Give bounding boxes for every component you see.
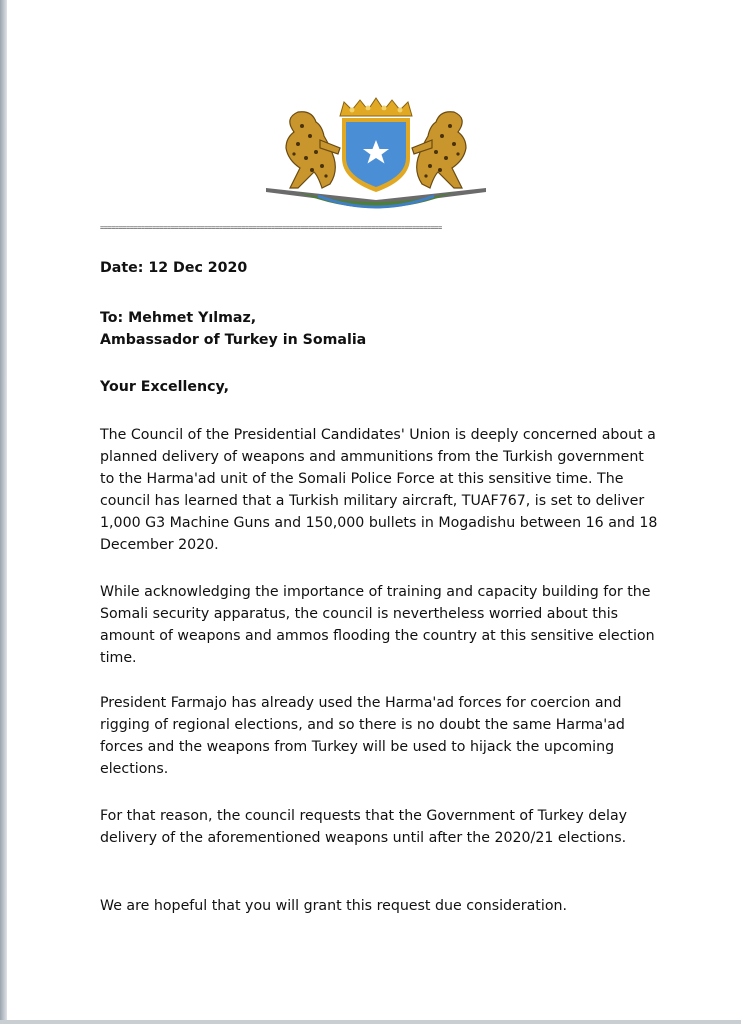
closing-paragraph: We are hopeful that you will grant this request due consideration. <box>100 898 567 914</box>
scan-edge-bottom <box>0 1020 741 1024</box>
letter-date: Date: 12 Dec 2020 <box>100 260 248 276</box>
body-paragraph: President Farmajo has already used the Harma'ad forces for coercion and rigging of regional elections, and so there is no doubt the same Harma'ad forces and the weapons from Turkey will be used to hijack the upcoming elections. <box>100 695 625 777</box>
body-paragraph: For that reason, the council requests that the Government of Turkey delay delivery of the aforementioned weapons until after the 2020/21 elections. <box>100 808 628 846</box>
recipient-name: To: Mehmet Yılmaz, <box>100 310 257 326</box>
recipient-title: Ambassador of Turkey in Somalia <box>100 332 367 348</box>
double-line-divider: ============================================================================================ <box>100 224 442 232</box>
salutation: Your Excellency, <box>100 379 230 395</box>
scan-edge-left <box>0 0 7 1024</box>
somalia-coat-of-arms-icon <box>258 96 494 220</box>
body-paragraph: The Council of the Presidential Candidates' Union is deeply concerned about a planned delivery of weapons and ammunitions from the Turkish government to the Harma'ad unit of the Somali Police Force at this sensitive time. The council has learned that a Turkish military aircraft, TUAF767, is set to deliver 1,000 G3 Machine Guns and 150,000 bullets in Mogadishu between 16 and 18 December 2020. <box>100 427 658 553</box>
body-paragraph: While acknowledging the importance of training and capacity building for the Somali security apparatus, the council is nevertheless worried about this amount of weapons and ammos flooding the country at this sensitive election time. <box>100 584 655 666</box>
recipient-block <box>100 307 660 351</box>
